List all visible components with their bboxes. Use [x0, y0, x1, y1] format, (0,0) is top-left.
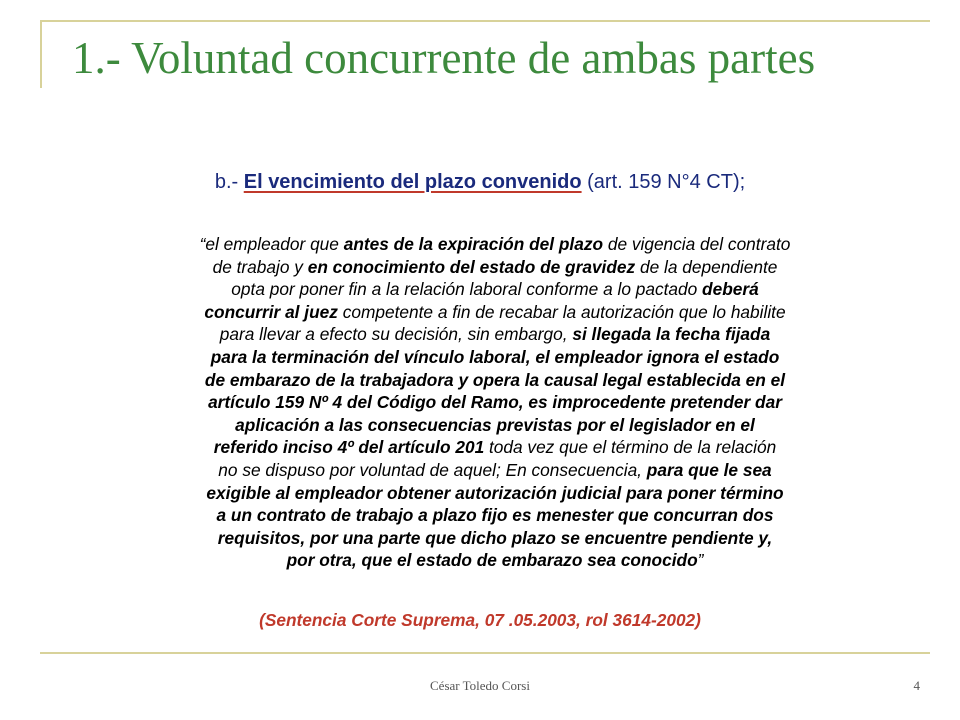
slide-subtitle: [20, 170, 940, 194]
quote-line: [74, 504, 916, 527]
quote-text: competente a fin de recabar la autorización que lo habilite: [337, 301, 786, 322]
quote-text: de vigencia del contrato: [603, 234, 791, 254]
quote-bold-text: en conocimiento del estado de gravidez: [307, 256, 636, 277]
quote-line: [74, 323, 916, 346]
quote-bold-text: antes de la expiración del plazo: [343, 234, 604, 254]
quote-line: [74, 301, 916, 324]
quote-line: [74, 527, 916, 550]
quote-bold-text: concurrir al juez: [204, 301, 338, 322]
quote-line: [74, 369, 916, 392]
quote-bold-text: de embarazo de la trabajadora y opera la causal legal establecida en el: [204, 369, 786, 390]
quote-text: de la dependiente: [635, 256, 778, 277]
quote-bold-text: para la terminación del vínculo laboral, el empleador ignora el estado: [210, 346, 780, 367]
quote-text: ”: [697, 550, 704, 571]
top-rule: [40, 20, 930, 22]
quote-line: [74, 346, 916, 369]
quote-bold-text: requisitos, por una parte que dicho plazo se encuentre pendiente y,: [217, 527, 773, 548]
quote-bold-text: artículo 159 Nº 4 del Código del Ramo, es improcedente pretender dar: [208, 392, 782, 413]
left-rule: [40, 20, 42, 88]
quote-line: [74, 414, 916, 437]
quote-line: [74, 482, 916, 505]
subtitle-underlined: El vencimiento del plazo convenido: [243, 171, 582, 193]
quote-block: [74, 233, 916, 572]
quote-bold-text: por otra, que el estado de embarazo sea conocido: [286, 550, 698, 571]
quote-text: no se dispuso por voluntad de aquel; En consecuencia,: [218, 459, 647, 480]
quote-text: de trabajo y: [212, 256, 308, 277]
quote-line: [74, 459, 916, 482]
quote-bold-text: exigible al empleador obtener autorización judicial para poner término: [206, 482, 784, 503]
quote-line: [74, 549, 916, 572]
quote-text: “el empleador que: [199, 234, 344, 254]
quote-line: [74, 391, 916, 414]
quote-line: [74, 436, 916, 459]
bottom-rule: [40, 652, 930, 654]
quote-bold-text: deberá: [702, 279, 759, 300]
quote-line: [74, 278, 916, 301]
quote-line: [74, 256, 916, 279]
quote-bold-text: a un contrato de trabajo a plazo fijo es menester que concurran dos: [216, 505, 774, 526]
quote-text: toda vez que el término de la relación: [484, 437, 777, 458]
quote-bold-text: para que le sea: [646, 459, 772, 480]
quote-text: opta por poner fin a la relación laboral conforme a lo pactado: [231, 279, 703, 300]
quote-line: [74, 233, 916, 256]
quote-text: para llevar a efecto su decisión, sin embargo,: [219, 324, 573, 345]
slide-title: 1.- Voluntad concurrente de ambas partes: [72, 33, 816, 83]
quote-bold-text: si llegada la fecha fijada: [572, 324, 771, 345]
subtitle-suffix: (art. 159 N°4 CT);: [581, 171, 746, 193]
quote-bold-text: aplicación a las consecuencias previstas por el legislador en el: [235, 414, 755, 435]
page-number: 4: [913, 678, 920, 693]
quote-bold-text: referido inciso 4º del artículo 201: [213, 437, 485, 458]
footer-author: César Toledo Corsi: [430, 678, 530, 693]
citation: (Sentencia Corte Suprema, 07 .05.2003, rol 3614-2002): [259, 610, 701, 630]
subtitle-prefix: b.-: [214, 171, 244, 193]
